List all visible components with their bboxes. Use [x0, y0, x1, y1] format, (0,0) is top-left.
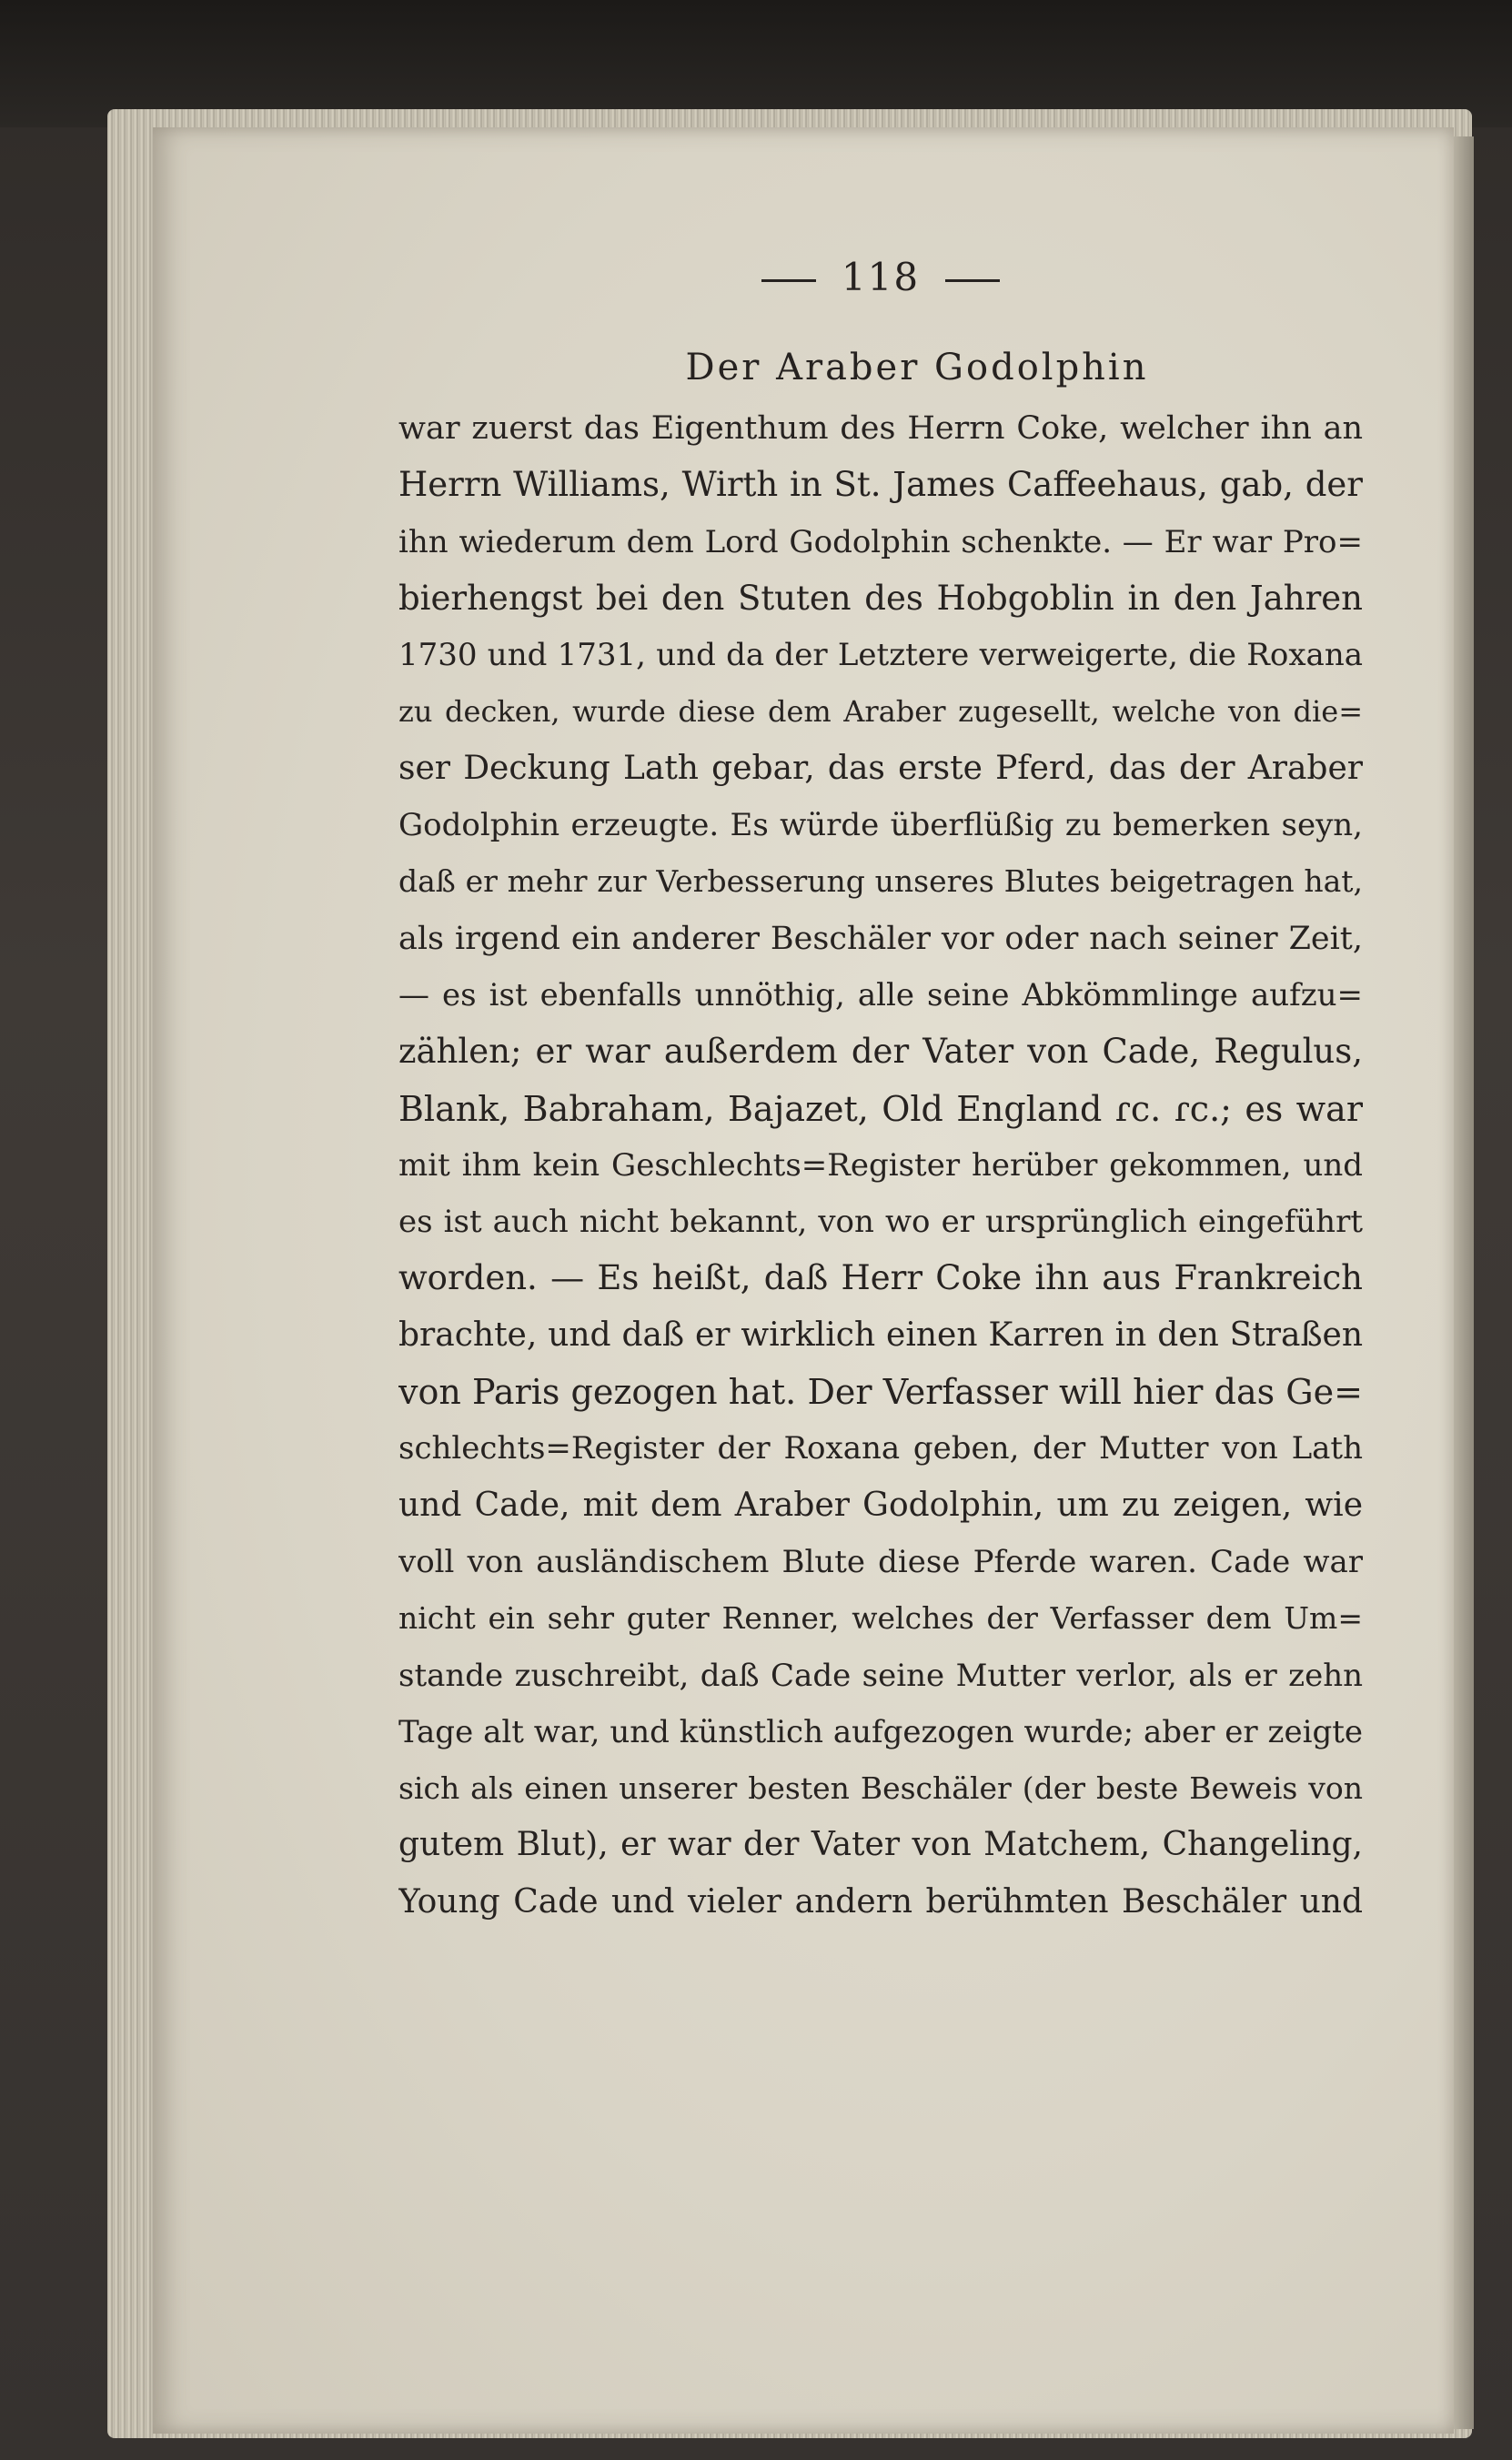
section-title: Der Araber Godolphin — [685, 347, 1149, 388]
text-line: daß er mehr zur Verbesserung unseres Blutes beigetragen hat, — [398, 863, 1363, 900]
text-line: von Paris gezogen hat. Der Verfasser will hier das Ge= — [398, 1372, 1363, 1413]
text-line: nicht ein sehr guter Renner, welches der Verfasser dem Um= — [398, 1600, 1363, 1637]
text-line: als irgend ein anderer Beschäler vor oder nach seiner Zeit, — [398, 920, 1363, 957]
text-line: ser Deckung Lath gebar, das erste Pferd, das der Araber — [398, 749, 1363, 787]
page-header — [398, 255, 1363, 300]
text-line: stande zuschreibt, daß Cade seine Mutter verlor, als er zehn — [398, 1657, 1363, 1694]
text-line: bierhengst bei den Stuten des Hobgoblin in den Jahren — [398, 578, 1363, 618]
text-line: es ist auch nicht bekannt, von wo er ursprünglich eingeführt — [398, 1204, 1363, 1241]
text-line: Tage alt war, und künstlich aufgezogen wurde; aber er zeigte — [398, 1713, 1363, 1750]
text-line: mit ihm kein Geschlechts=Register herüber gekommen, und — [398, 1146, 1363, 1184]
text-line: voll von ausländischem Blute diese Pferde waren. Cade war — [398, 1543, 1363, 1580]
text-line: worden. — Es heißt, daß Herr Coke ihn aus Frankreich — [398, 1258, 1363, 1298]
header-dash-left — [761, 279, 816, 282]
text-line: Godolphin erzeugte. Es würde überflüßig zu bemerken seyn, — [398, 807, 1363, 844]
text-line: Young Cade und vieler andern berühmten Beschäler und — [398, 1882, 1363, 1921]
text-line: gutem Blut), er war der Vater von Matchem, Changeling, — [398, 1826, 1363, 1864]
text-line: sich als einen unserer besten Beschäler (der beste Beweis von — [398, 1770, 1363, 1807]
text-line: und Cade, mit dem Araber Godolphin, um zu zeigen, wie — [398, 1486, 1363, 1524]
text-line: 1730 und 1731, und da der Letztere verweigerte, die Roxana — [398, 637, 1363, 674]
text-line: zu decken, wurde diese dem Araber zugesellt, welche von die= — [398, 694, 1363, 730]
text-line: Blank, Babraham, Bajazet, Old England ɾc. ɾc.; es war — [398, 1088, 1363, 1129]
body-text — [398, 400, 1363, 1931]
text-line: zählen; er war außerdem der Vater von Cade, Regulus, — [398, 1032, 1363, 1072]
header-dash-right — [945, 279, 1000, 282]
scan-top-shadow — [0, 0, 1512, 127]
text-line: brachte, und daß er wirklich einen Karren in den Straßen — [398, 1316, 1363, 1354]
page-right-edge — [1454, 136, 1474, 2429]
page-number: 118 — [841, 255, 921, 299]
text-line: ihn wiederum dem Lord Godolphin schenkte. — Er war Pro= — [398, 523, 1363, 560]
text-line: Herrn Williams, Wirth in St. James Caffeehaus, gab, der — [398, 465, 1363, 505]
text-line: — es ist ebenfalls unnöthig, alle seine Abkömmlinge aufzu= — [398, 976, 1363, 1013]
text-line: war zuerst das Eigenthum des Herrn Coke, welcher ihn an — [398, 410, 1363, 447]
text-line: schlechts=Register der Roxana geben, der Mutter von Lath — [398, 1430, 1363, 1467]
